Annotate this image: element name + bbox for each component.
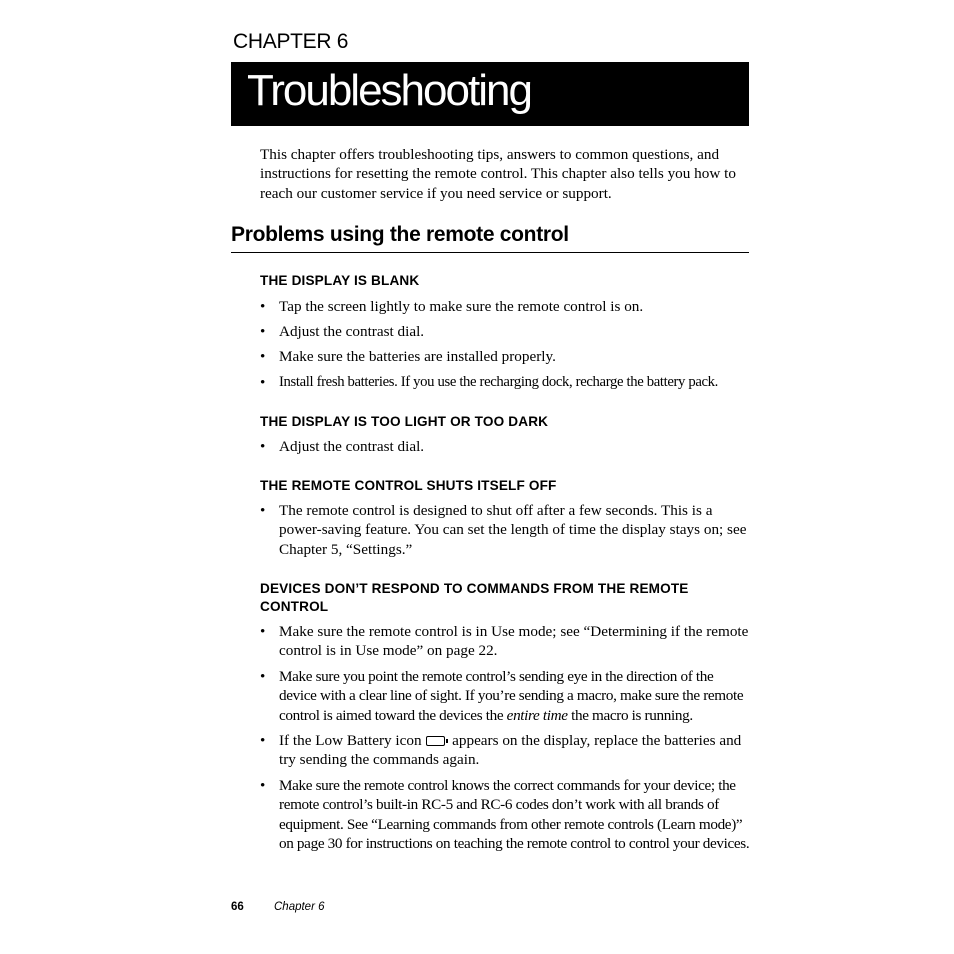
bullet-icon: • <box>260 777 266 794</box>
list-item <box>260 667 752 725</box>
footer-page-number: 66 <box>231 901 244 913</box>
bullet-icon: • <box>260 623 266 640</box>
bullet-icon: • <box>260 438 266 455</box>
bullet-icon: • <box>260 374 266 391</box>
list-item-text <box>279 731 752 770</box>
list-item <box>260 297 752 316</box>
list-item-text: Tap the screen lightly to make sure the remote control is on. <box>279 298 644 315</box>
chapter-label: CHAPTER 6 <box>233 30 349 53</box>
list-item-text: Make sure the remote control is in Use mode; see “Determining if the remote control is in Use mode” on page 22. <box>279 623 749 660</box>
list-item <box>260 322 752 341</box>
bullet-icon: • <box>260 668 266 685</box>
list-item-text-part: the macro is running. <box>567 706 693 724</box>
list-item-text: Adjust the contrast dial. <box>279 323 425 340</box>
list-item-text: Install fresh batteries. If you use the recharging dock, recharge the battery pack. <box>279 374 718 390</box>
list-item <box>260 501 752 559</box>
emphasis-text: entire time <box>506 706 568 724</box>
bullet-icon: • <box>260 732 266 749</box>
list-item <box>260 776 752 853</box>
bullet-icon: • <box>260 323 266 340</box>
list-item-text <box>279 667 752 725</box>
list-item <box>260 437 752 456</box>
bullet-icon: • <box>260 298 266 315</box>
list-item-text-part: If the Low Battery icon <box>279 732 422 749</box>
list-item-text: Make sure the remote control knows the correct commands for your device; the remote control’s built-in RC-5 and RC-6 codes don’t work with all brands of equipment. See “Learning commands from other remote controls (Learn mode)” on page 30 for instructions on teaching the remote control to control your devices. <box>279 777 750 852</box>
list-item-text: Adjust the contrast dial. <box>279 438 425 455</box>
bullet-icon: • <box>260 348 266 365</box>
list-item-text: The remote control is designed to shut off after a few seconds. This is a power-saving feature. You can set the length of time the display stays on; see Chapter 5, “Settings.” <box>279 502 747 558</box>
intro-paragraph: This chapter offers troubleshooting tips, answers to common questions, and instructions for resetting the remote control. This chapter also tells you how to reach our customer service if you need service or support. <box>260 146 736 202</box>
subsection-heading-display-light-dark: THE DISPLAY IS TOO LIGHT OR TOO DARK <box>260 414 549 429</box>
subsection-heading-display-blank: THE DISPLAY IS BLANK <box>260 273 420 288</box>
list-item-text-part: appears on the display, replace the batteries and try sending the commands again. <box>279 732 742 769</box>
subsection-heading-shuts-off: THE REMOTE CONTROL SHUTS ITSELF OFF <box>260 478 557 493</box>
list-item <box>260 731 752 770</box>
list-item-text: Make sure the batteries are installed properly. <box>279 348 556 365</box>
footer-chapter-label: Chapter 6 <box>274 901 325 913</box>
low-battery-icon <box>426 736 445 746</box>
title-banner <box>231 62 749 126</box>
list-item <box>260 622 752 661</box>
page-title: Troubleshooting <box>247 66 531 115</box>
subsection-heading-devices-dont-respond: DEVICES DON’T RESPOND TO COMMANDS FROM THE REMOTE CONTROL <box>260 581 689 614</box>
section-heading: Problems using the remote control <box>231 223 569 246</box>
list-item-text-part: Make sure you point the remote control’s sending eye in the direction of the device with a clear line of sight. If you’re sending a macro, make sure the remote control is aimed toward the devices the <box>279 668 744 724</box>
list-item <box>260 347 752 366</box>
list-item <box>260 373 752 392</box>
section-divider <box>231 252 749 253</box>
bullet-icon: • <box>260 502 266 519</box>
